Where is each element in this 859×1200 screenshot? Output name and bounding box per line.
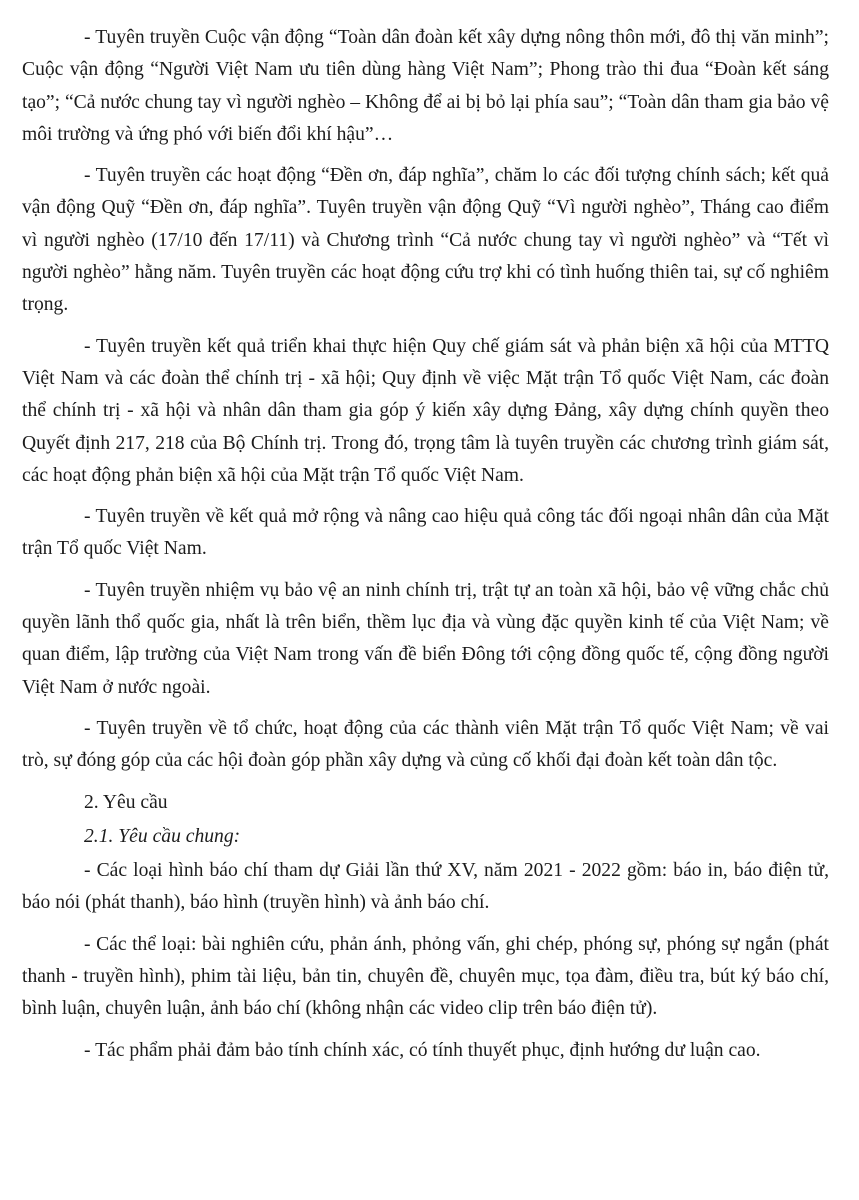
paragraph: - Tuyên truyền các hoạt động “Đền ơn, đáp nghĩa”, chăm lo các đối tượng chính sách; kết quả vận động Quỹ “Đền ơn, đáp nghĩa”. Tuyên truyền vận động Quỹ “Vì người nghèo”, Tháng cao điểm vì người nghèo (17/10 đến 17/11) và Chương trình “Cả nước chung tay vì người nghèo” và “Tết vì người nghèo” hằng năm. Tuyên truyền các hoạt động cứu trợ khi có tình huống thiên tai, sự cố nghiêm trọng. bbox=[22, 165, 829, 316]
paragraph: - Tuyên truyền kết quả triển khai thực hiện Quy chế giám sát và phản biện xã hội của MTTQ Việt Nam và các đoàn thể chính trị - xã hội; Quy định về việc Mặt trận Tổ quốc Việt Nam, các đoàn thể chính trị - xã hội và nhân dân tham gia góp ý kiến xây dựng Đảng, xây dựng chính quyền theo Quyết định 217, 218 của Bộ Chính trị. Trong đó, trọng tâm là tuyên truyền các chương trình giám sát, các hoạt động phản biện xã hội của Mặt trận Tổ quốc Việt Nam. bbox=[22, 335, 829, 486]
section-heading: 2. Yêu cầu bbox=[84, 791, 168, 813]
paragraph: - Tuyên truyền về tổ chức, hoạt động của các thành viên Mặt trận Tổ quốc Việt Nam; về vai trò, sự đóng góp của các hội đoàn góp phần xây dựng và củng cố khối đại đoàn kết toàn dân tộc. bbox=[22, 717, 829, 772]
requirement-paragraph: - Các loại hình báo chí tham dự Giải lần thứ XV, năm 2021 - 2022 gồm: báo in, báo điện tử, báo nói (phát thanh), báo hình (truyền hình) và ảnh báo chí. bbox=[22, 860, 829, 914]
requirement-paragraph: - Tác phẩm phải đảm bảo tính chính xác, có tính thuyết phục, định hướng dư luận cao. bbox=[84, 1039, 761, 1061]
paragraph: - Tuyên truyền Cuộc vận động “Toàn dân đoàn kết xây dựng nông thôn mới, đô thị văn minh”; Cuộc vận động “Người Việt Nam ưu tiên dùng hàng Việt Nam”; Phong trào thi đua “Đoàn kết sáng tạo”; “Cả nước chung tay vì người nghèo – Không để ai bị bỏ lại phía sau”; “Toàn dân tham gia bảo vệ môi trường và ứng phó với biến đổi khí hậu”… bbox=[22, 27, 829, 145]
requirement-paragraph: - Các thể loại: bài nghiên cứu, phản ánh, phỏng vấn, ghi chép, phóng sự, phóng sự ngắn (phát thanh - truyền hình), phim tài liệu, bản tin, chuyên đề, chuyên mục, tọa đàm, điều tra, bút ký báo chí, bình luận, chuyên luận, ảnh báo chí (không nhận các video clip trên báo điện tử). bbox=[22, 933, 829, 1020]
paragraph: - Tuyên truyền nhiệm vụ bảo vệ an ninh chính trị, trật tự an toàn xã hội, bảo vệ vững chắc chủ quyền lãnh thổ quốc gia, nhất là trên biển, thềm lục địa và vùng đặc quyền kinh tế của Việt Nam; về quan điểm, lập trường của Việt Nam trong vấn đề biển Đông tới cộng đồng quốc tế, cộng đồng người Việt Nam ở nước ngoài. bbox=[22, 579, 829, 698]
paragraph: - Tuyên truyền về kết quả mở rộng và nâng cao hiệu quả công tác đối ngoại nhân dân của Mặt trận Tổ quốc Việt Nam. bbox=[22, 506, 829, 560]
subsection-heading: 2.1. Yêu cầu chung: bbox=[84, 825, 241, 847]
